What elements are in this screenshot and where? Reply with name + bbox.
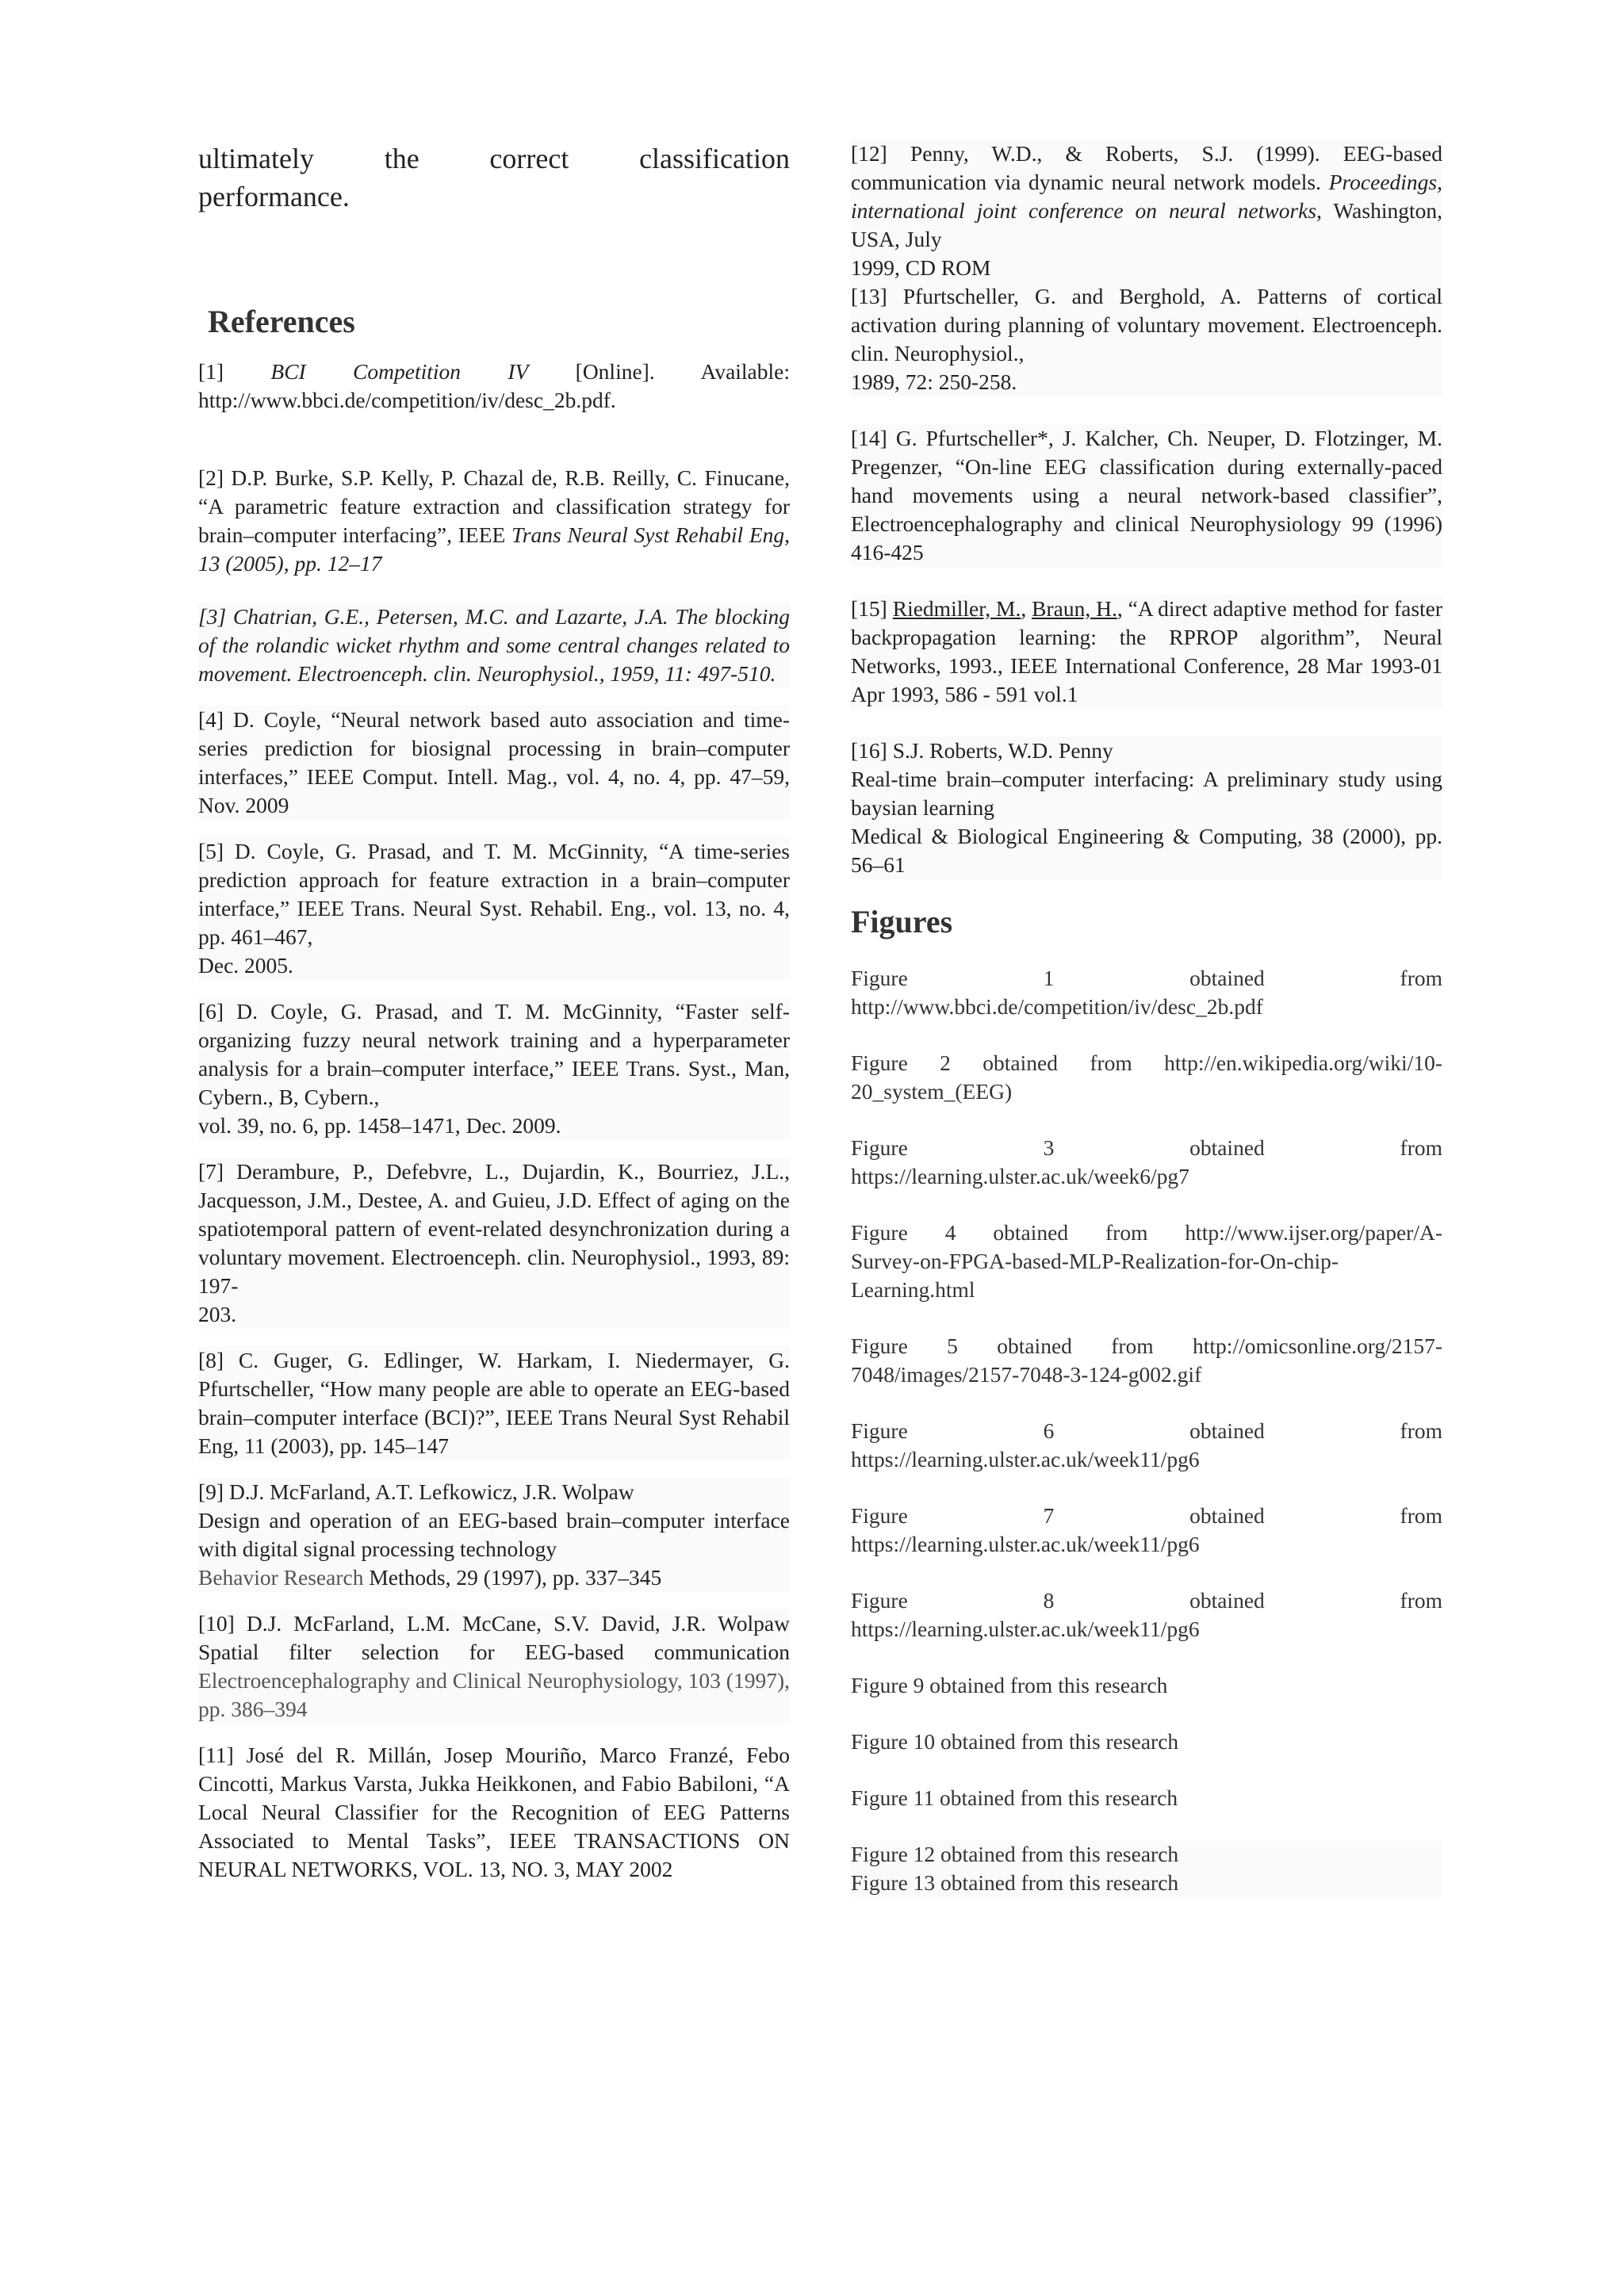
reference-2-body: [2] D.P. Burke, S.P. Kelly, P. Chazal de, R.B. Reilly, C. Finucane, “A parametric feature extraction and classification strategy for brain–computer interfacing”, IEEE — [198, 465, 790, 547]
reference-9 — [198, 1478, 790, 1592]
reference-14 — [851, 424, 1442, 567]
reference-4-text: [4] D. Coyle, “Neural network based auto association and time-series prediction for biosignal processing in brain–computer interfaces,” IEEE Comput. Intell. Mag., vol. 4, no. 4, pp. 47–59, Nov. 2009 — [198, 707, 790, 817]
figure-note-12: Figure 12 obtained from this research — [851, 1842, 1179, 1866]
lead-line-2: performance. — [198, 181, 350, 212]
figure-credit-5 — [851, 1332, 1442, 1389]
figures-heading: Figures — [851, 904, 953, 939]
figure-notes-12-13 — [851, 1840, 1442, 1897]
reference-15-author-2: Braun, H. — [1032, 596, 1117, 621]
figure-credit-6 — [851, 1417, 1442, 1474]
figure-credit-8 — [851, 1586, 1442, 1644]
reference-5 — [198, 837, 790, 980]
reference-9-body: Design and operation of an EEG-based brain–computer interface with digital signal processing technology — [198, 1508, 790, 1561]
reference-11-text: [11] José del R. Millán, Josep Mouriño, Marco Franzé, Febo Cincotti, Markus Varsta, Jukka Heikkonen, and Fabio Babiloni, “A Local Neural Classifier for the Recognition of EEG Patterns Associated to Mental Tasks”, IEEE TRANSACTIONS ON NEURAL NETWORKS, VOL. 13, NO. 3, MAY 2002 — [198, 1743, 790, 1881]
figure-credit-5-label: Figure 5 obtained from http://omicsonline.org/2157- — [851, 1334, 1442, 1358]
reference-2 — [198, 464, 790, 578]
reference-14-text: [14] G. Pfurtscheller*, J. Kalcher, Ch. Neuper, D. Flotzinger, M. Pregenzer, “On-line EEG classification during externally-paced hand movements using a neural network-based classifier”, Electroencephalography and clinical Neurophysiology 99 (1996) 416-425 — [851, 426, 1442, 564]
figure-credit-7 — [851, 1502, 1442, 1559]
figure-credit-2-source: 20_system_(EEG) — [851, 1079, 1013, 1104]
reference-6 — [198, 997, 790, 1140]
reference-9-journal-line — [198, 1563, 790, 1592]
figure-credit-8-label: Figure 8 obtained from — [851, 1588, 1442, 1613]
figure-credit-1 — [851, 964, 1442, 1021]
left-column — [198, 140, 790, 1884]
reference-5-text: [5] D. Coyle, G. Prasad, and T. M. McGinnity, “A time-series prediction approach for feature extraction in a brain–computer interface,” IEEE Trans. Neural Syst. Rehabil. Eng., vol. 13, no. 4, pp. 461–467, — [198, 839, 790, 949]
reference-12 — [851, 140, 1442, 282]
reference-7 — [198, 1158, 790, 1329]
reference-13-tail: 1989, 72: 250-258. — [851, 369, 1017, 394]
reference-1-url: http://www.bbci.de/competition/iv/desc_2b.pdf. — [198, 388, 616, 412]
references-heading: References — [208, 304, 355, 339]
reference-13 — [851, 282, 1442, 396]
reference-10-text — [198, 1609, 790, 1724]
reference-1-number: [1] — [198, 359, 224, 384]
reference-15 — [851, 595, 1442, 709]
figure-credit-3-source: https://learning.ulster.ac.uk/week6/pg7 — [851, 1164, 1189, 1188]
reference-4 — [198, 706, 790, 820]
reference-1 — [198, 358, 790, 415]
lead-line-1: ultimately the correct classification — [198, 143, 790, 174]
reference-2-text — [198, 464, 790, 578]
reference-7-text: [7] Derambure, P., Defebvre, L., Dujardin, K., Bourriez, J.L., Jacquesson, J.M., Destee, A. and Guieu, J.D. Effect of aging on the spatiotemporal pattern of event-related desynchronization during a voluntary movement. Electroenceph. clin. Neurophysiol., 1993, 89: 197- — [198, 1159, 790, 1298]
figure-credit-1-source: http://www.bbci.de/competition/iv/desc_2b.pdf — [851, 994, 1263, 1019]
figure-credit-5-source: 7048/images/2157-7048-3-124-g002.gif — [851, 1362, 1202, 1387]
reference-12-text — [851, 140, 1442, 254]
reference-8-text: [8] C. Guger, G. Edlinger, W. Harkam, I. Niedermayer, G. Pfurtscheller, “How many people are able to operate an EEG-based brain–computer interface (BCI)?”, IEEE Trans Neural Syst Rehabil Eng, 11 (2003), pp. 145–147 — [198, 1348, 790, 1458]
figure-credit-7-label: Figure 7 obtained from — [851, 1503, 1442, 1528]
reference-16 — [851, 737, 1442, 879]
reference-9-authors: [9] D.J. McFarland, A.T. Lefkowicz, J.R. Wolpaw — [198, 1479, 634, 1504]
reference-8 — [198, 1346, 790, 1460]
reference-1-line-1 — [198, 358, 790, 386]
figure-credit-6-label: Figure 6 obtained from — [851, 1418, 1442, 1443]
reference-12-rest: , Washington, USA, July — [851, 198, 1442, 251]
figure-credit-4-source: Survey-on-FPGA-based-MLP-Realization-for-On-chip-Learning.html — [851, 1249, 1339, 1302]
reference-16-journal: Medical & Biological Engineering & Computing, 38 (2000), pp. 56–61 — [851, 824, 1442, 877]
figure-note-11: Figure 11 obtained from this research — [851, 1785, 1178, 1810]
figure-credit-3 — [851, 1134, 1442, 1191]
figure-credit-2 — [851, 1049, 1442, 1106]
reference-6-tail: vol. 39, no. 6, pp. 1458–1471, Dec. 2009. — [198, 1113, 561, 1138]
reference-6-text: [6] D. Coyle, G. Prasad, and T. M. McGinnity, “Faster self-organizing fuzzy neural network training and a hyperparameter analysis for a brain–computer interface,” IEEE Trans. Syst., Man, Cybern., B, Cybern., — [198, 999, 790, 1109]
reference-7-tail: 203. — [198, 1302, 237, 1326]
figure-note-13: Figure 13 obtained from this research — [851, 1870, 1179, 1895]
lead-paragraph — [198, 140, 790, 216]
reference-13-text: [13] Pfurtscheller, G. and Berghold, A. Patterns of cortical activation during planning of voluntary movement. Electroenceph. clin. Neurophysiol., — [851, 284, 1442, 365]
reference-5-tail: Dec. 2005. — [198, 953, 293, 978]
right-column — [851, 140, 1442, 1897]
reference-9-journal: Behavior Research — [198, 1565, 364, 1590]
reference-9-tail: Methods, 29 (1997), pp. 337–345 — [369, 1565, 662, 1590]
reference-1-available: [Online]. Available: — [575, 359, 791, 384]
reference-12-tail: 1999, CD ROM — [851, 255, 991, 280]
reference-10-journal: Electroencephalography and Clinical Neurophysiology, 103 (1997), pp. 386–394 — [198, 1668, 790, 1721]
reference-3-text: [3] Chatrian, G.E., Petersen, M.C. and Lazarte, J.A. The blocking of the rolandic wicket rhythm and some central changes related to movement. Electroenceph. clin. Neurophysiol., 1959, 11: 497-510. — [198, 604, 790, 686]
figure-credit-4-label: Figure 4 obtained from http://www.ijser.org/paper/A- — [851, 1220, 1442, 1245]
reference-12-proceedings: Proceedings, international joint conference on neural networks — [851, 170, 1443, 223]
reference-10-body: [10] D.J. McFarland, L.M. McCane, S.V. David, J.R. Wolpaw Spatial filter selection for EEG-based communication — [198, 1611, 790, 1664]
reference-3 — [198, 603, 790, 688]
reference-1-title: BCI Competition IV — [270, 359, 529, 384]
reference-15-rest: , “A direct adaptive method for faster backpropagation learning: the RPROP algorithm”, Neural Networks, 1993., IEEE International Conference, 28 Mar 1993-01 Apr 1993, 586 - 591 vol.1 — [851, 596, 1443, 706]
figure-credit-6-source: https://learning.ulster.ac.uk/week11/pg6 — [851, 1447, 1200, 1471]
reference-15-number: [15] — [851, 596, 887, 621]
reference-12-lead: [12] Penny, W.D., & Roberts, S.J. (1999). EEG-based communication via dynamic neural network models. — [851, 141, 1442, 194]
figure-credit-7-source: https://learning.ulster.ac.uk/week11/pg6 — [851, 1532, 1200, 1556]
reference-16-authors: [16] S.J. Roberts, W.D. Penny — [851, 738, 1113, 763]
figure-credit-8-source: https://learning.ulster.ac.uk/week11/pg6 — [851, 1617, 1200, 1641]
reference-11 — [198, 1741, 790, 1884]
figure-credits — [851, 964, 1442, 1897]
reference-2-journal: Trans Neural Syst Rehabil Eng, 13 (2005), pp. 12–17 — [198, 522, 791, 576]
figure-credit-1-label: Figure 1 obtained from — [851, 966, 1442, 990]
reference-10 — [198, 1609, 790, 1724]
reference-15-separator: , — [1021, 596, 1027, 621]
figure-credit-3-label: Figure 3 obtained from — [851, 1135, 1442, 1160]
figure-note-10: Figure 10 obtained from this research — [851, 1729, 1179, 1754]
figure-note-9: Figure 9 obtained from this research — [851, 1673, 1168, 1697]
figure-credit-2-label: Figure 2 obtained from http://en.wikipedia.org/wiki/10- — [851, 1050, 1442, 1075]
reference-15-text — [851, 595, 1442, 709]
figure-credit-4 — [851, 1219, 1442, 1304]
reference-15-author-1: Riedmiller, M. — [892, 596, 1021, 621]
reference-16-title: Real-time brain–computer interfacing: A preliminary study using baysian learning — [851, 767, 1442, 820]
